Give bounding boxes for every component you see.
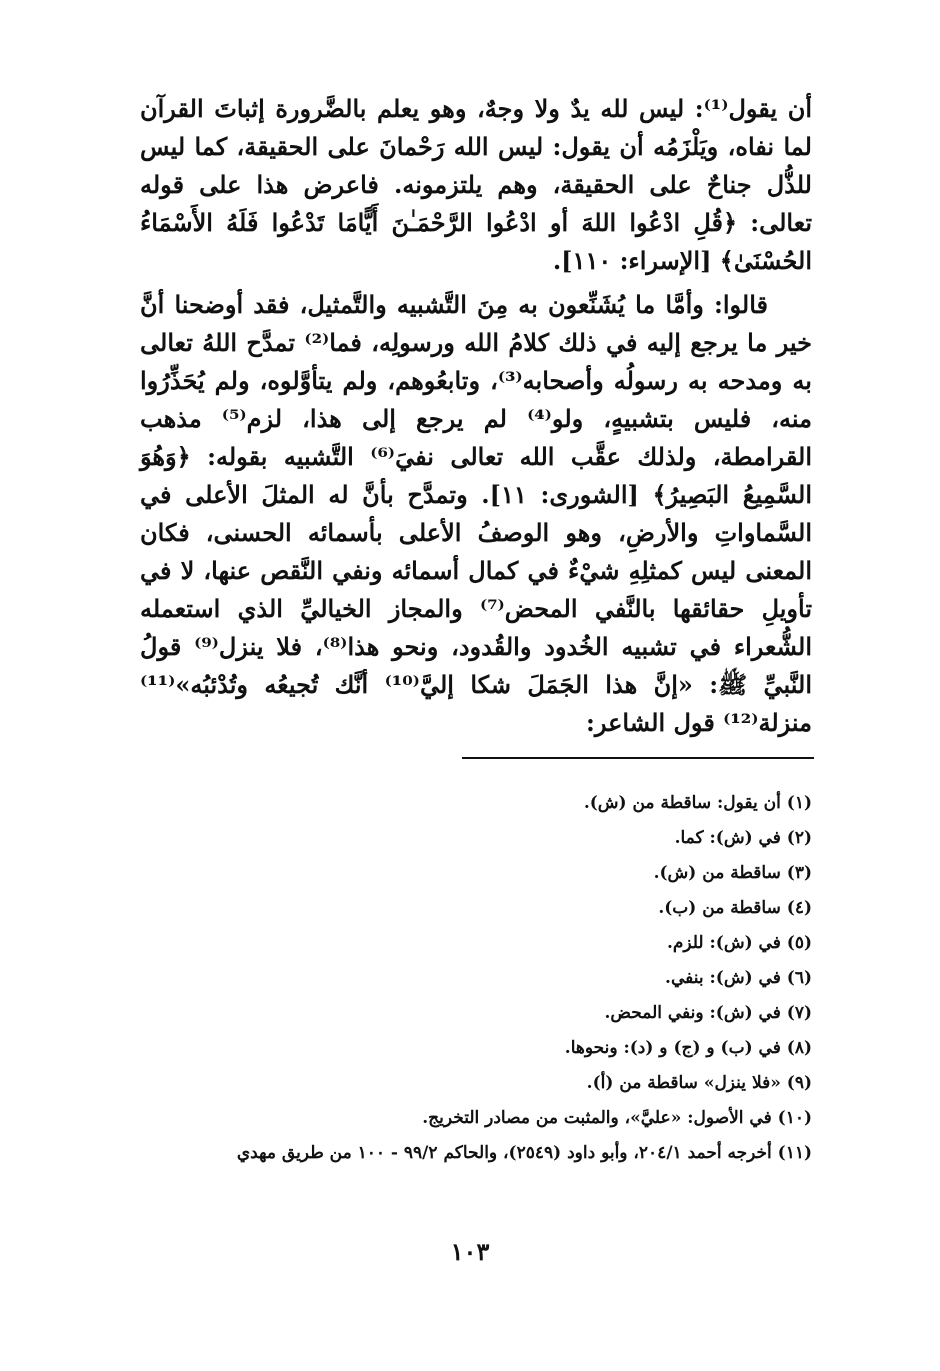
footnote-item: (١٠) في الأصول: «عليَّ»، والمثبت من مصادر التخريج. xyxy=(422,1108,812,1128)
footnote-item: (٩) «فلا ينزل» ساقطة من (أ). xyxy=(586,1073,812,1093)
main-paragraph-1 xyxy=(140,90,812,280)
paragraph-text: أن يقول⁽¹⁾: ليس لله يدٌ ولا وجهٌ، وهو يعلم بالضَّرورة إثباتَ القرآن لما نفاه، ويَلْزَمُه أن يقول: ليس الله رَحْمانَ على الحقيقة، كما ليس للذُّل جناحٌ على الحقيقة، وهم يلتزمونه. فاعرض هذا على قوله تعالى: ﴿قُلِ ادْعُوا اللهَ أو ادْعُوا الرَّحْمَـٰنَ أَيًّامَا تَدْعُوا فَلَهُ الأَسْمَاءُ الحُسْنَىٰ﴾ [الإسراء: ١١٠]. xyxy=(140,94,812,275)
footnote-item: (٤) ساقطة من (ب). xyxy=(658,898,812,918)
footnote-item: (٨) في (ب) و (ج) و (د): ونحوها. xyxy=(564,1038,812,1058)
main-paragraph-2 xyxy=(140,286,812,742)
footnote-item: (٦) في (ش): بنفي. xyxy=(665,968,812,988)
footnotes-list xyxy=(140,786,812,1171)
footnote-item: (٢) في (ش): كما. xyxy=(674,828,812,848)
footnote-divider xyxy=(462,757,814,759)
footnote-item: (١) أن يقول: ساقطة من (ش). xyxy=(583,793,812,813)
page-number: ١٠٣ xyxy=(450,1237,490,1266)
paragraph-text: قالوا: وأمَّا ما يُشَنِّعون به مِنَ التَّشبيه والتَّمثيل، فقد أوضحنا أنَّ خير ما يرجع إليه في ذلك كلامُ الله ورسولِه، فما⁽²⁾ تمدَّح اللهُ تعالى به ومدحه به رسولُه وأصحابه⁽³⁾، وتابعُوهم، ولم يتأوَّلوه، ولم يُحَذِّرُوا منه، فليس بتشبيهٍ، ولو⁽⁴⁾ لم يرجع إلى هذا، لزم⁽⁵⁾ مذهب القرامطة، ولذلك عقَّب الله تعالى نفيَ⁽⁶⁾ التَّشبيه بقوله: ﴿وَهُوَ السَّمِيعُ البَصِيرُ﴾ [الشورى: ١١]. وتمدَّح بأنَّ له المثلَ الأعلى في السَّماواتِ والأرضِ، وهو الوصفُ الأعلى بأسمائه الحسنى، فكان المعنى ليس كمثلِهِ شيْءٌ في كمال أسمائه ونفي النَّقص عنها، لا في تأويلِ حقائقها بالنَّفي المحض⁽⁷⁾ والمجاز الخياليِّ الذي استعمله الشُّعراء في تشبيه الخُدود والقُدود، ونحو هذا⁽⁸⁾، فلا ينزل⁽⁹⁾ قولُ النَّبيِّ ﷺ: «إنَّ هذا الجَمَلَ شكا إليَّ⁽¹⁰⁾ أنَّك تُجيعُه وتُدْئبُه»⁽¹¹⁾ منزلة⁽¹²⁾ قول الشاعر: xyxy=(140,290,813,737)
footnote-item: (٥) في (ش): للزم. xyxy=(666,933,812,953)
footnote-item: (٣) ساقطة من (ش). xyxy=(653,863,812,883)
footnote-item: (١١) أخرجه أحمد ٢٠٤/١، وأبو داود (٢٥٤٩)، والحاكم ٩٩/٢ - ١٠٠ من طريق مهدي xyxy=(236,1143,812,1163)
footnote-item: (٧) في (ش): ونفي المحض. xyxy=(604,1003,812,1023)
